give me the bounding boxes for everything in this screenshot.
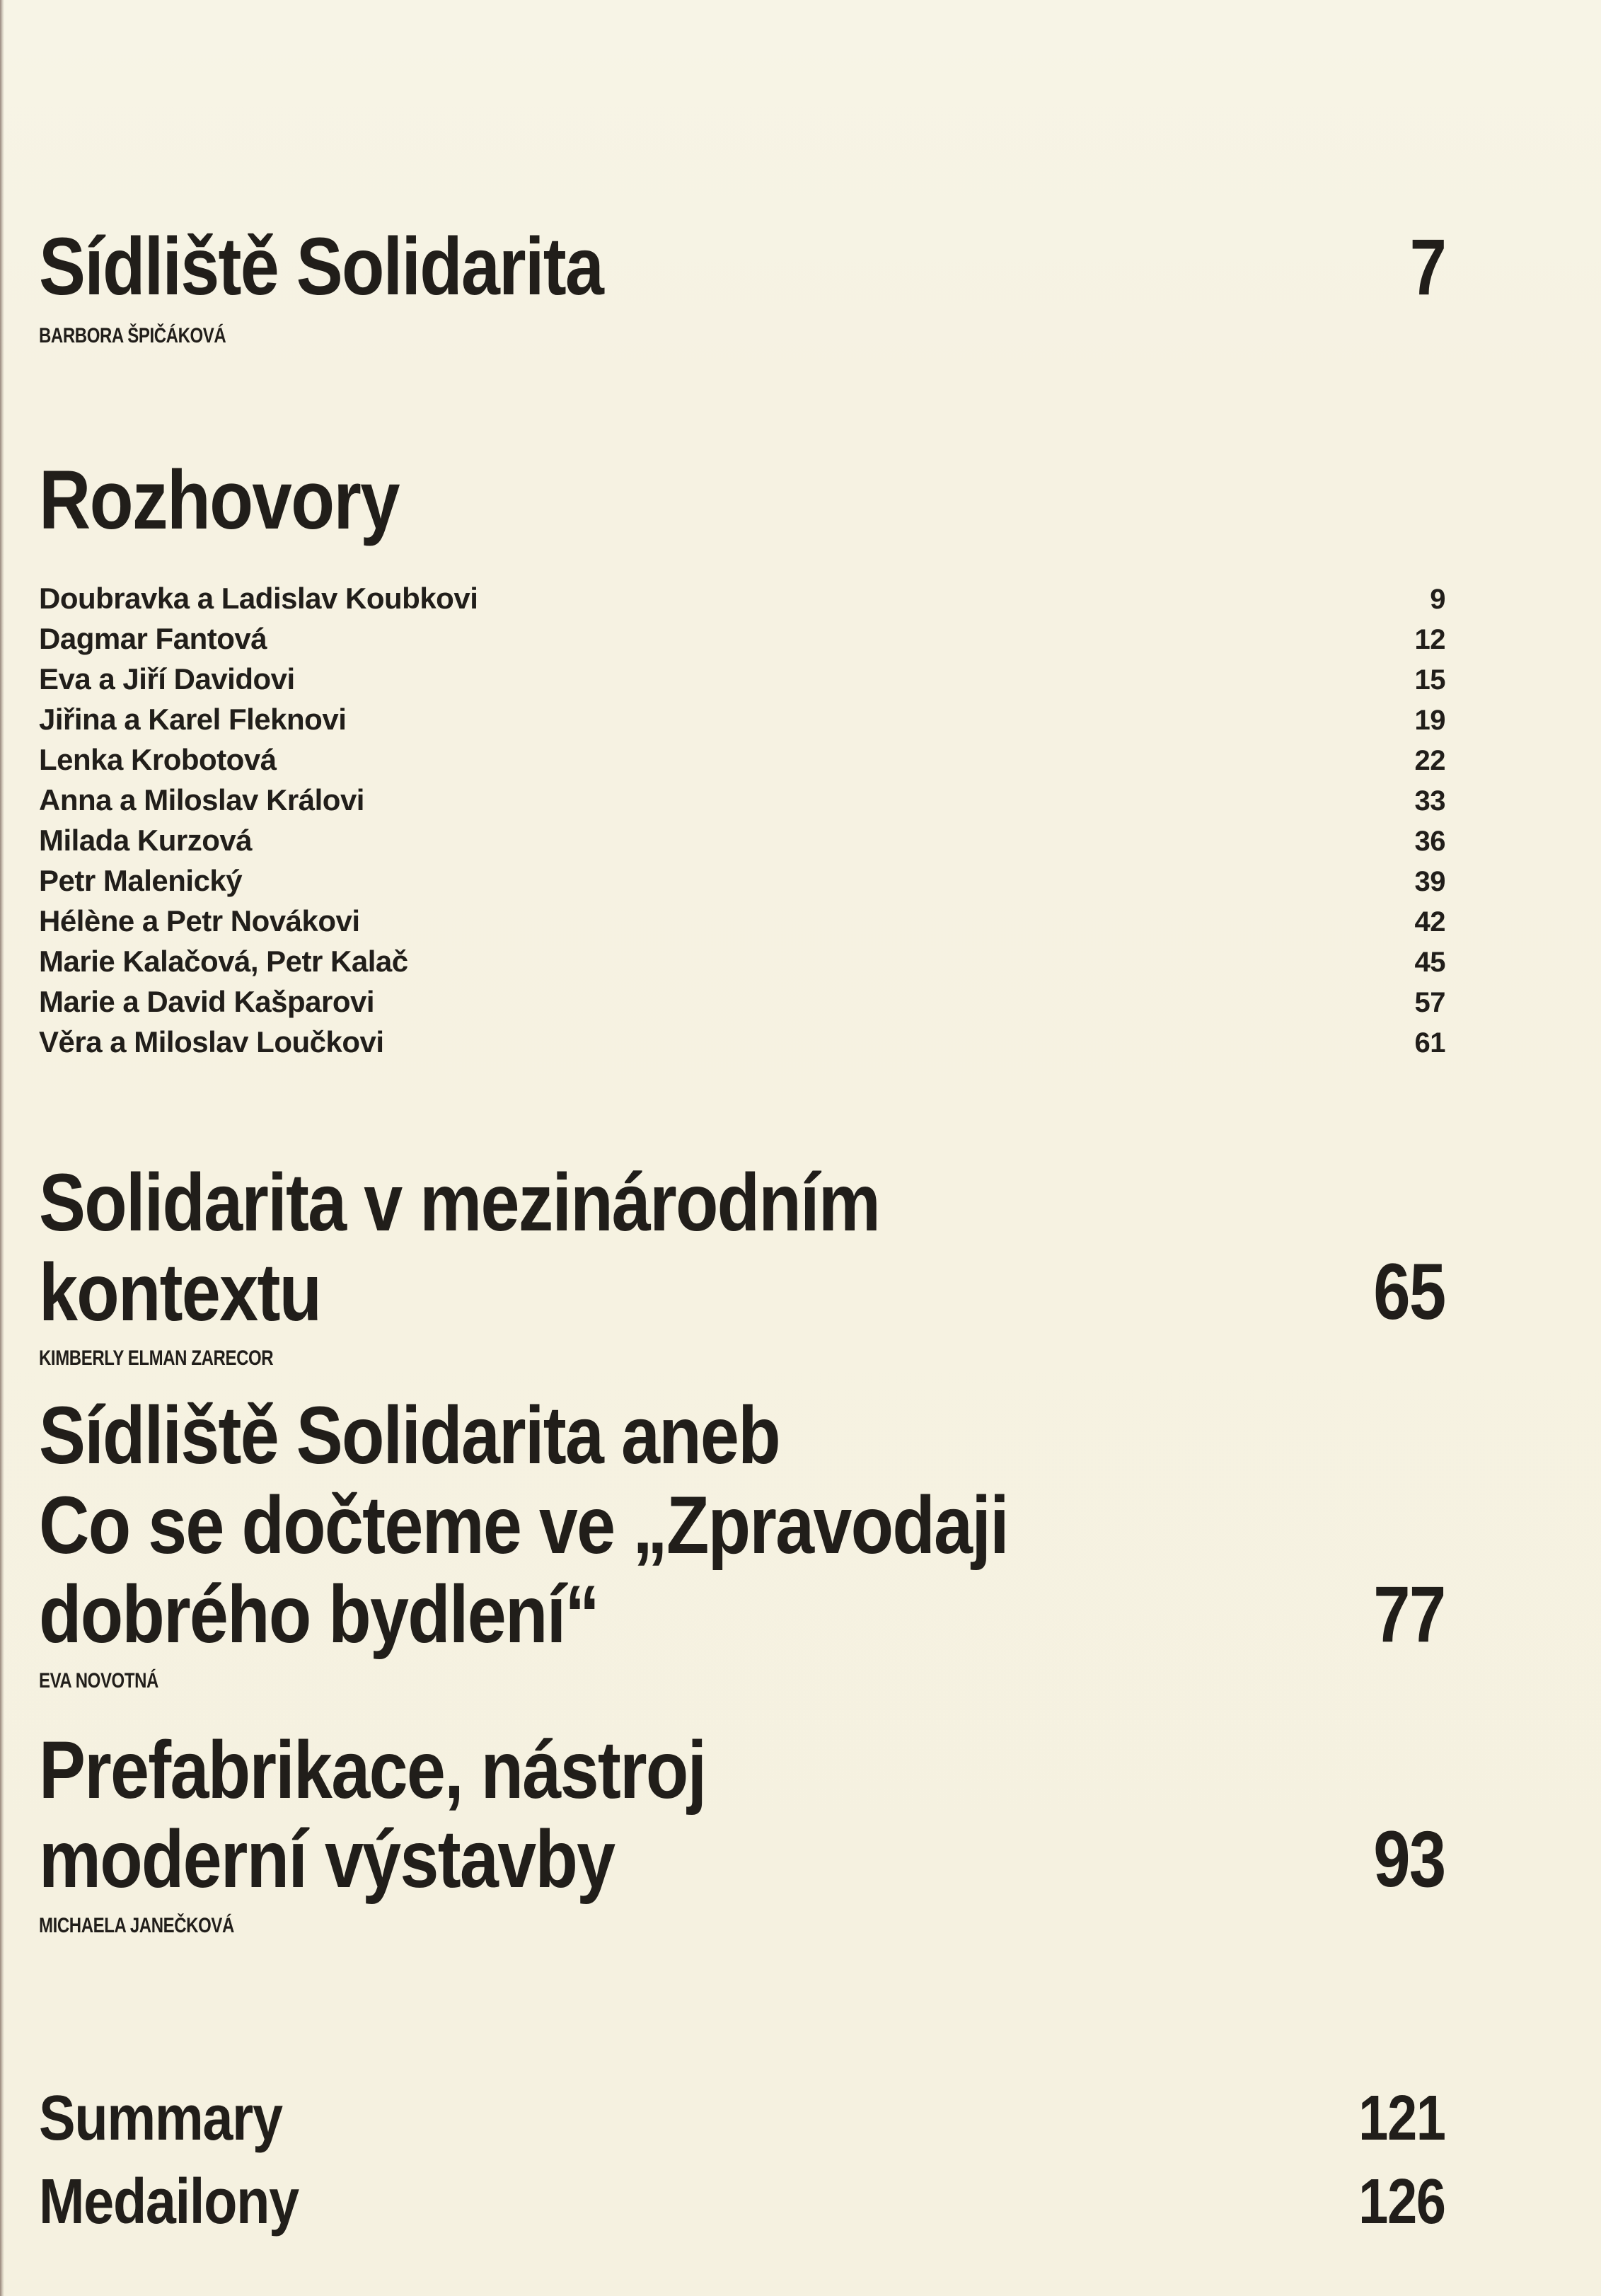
back-matter-page [1342, 2077, 1445, 2160]
interview-row [39, 700, 1445, 740]
back-matter-page [1342, 2160, 1445, 2244]
interview-name: Anna a Miloslav Královi [39, 783, 364, 817]
interview-row [39, 1022, 1445, 1063]
interview-name: Doubravka a Ladislav Koubkovi [39, 582, 478, 615]
interview-page: 33 [1414, 785, 1445, 817]
essay-entry-row [39, 1391, 1445, 1660]
lead-author-line [39, 323, 1445, 349]
back-matter-page-text: 126 [1358, 2166, 1445, 2237]
interview-page: 45 [1414, 947, 1445, 978]
interviews-list [39, 579, 1445, 1063]
essay-author-text: KIMBERLY ELMAN ZARECOR [39, 1346, 274, 1370]
essay-title-text: Sídliště Solidarita aneb [39, 1390, 780, 1481]
essay-title-text: dobrého bydlení“ [39, 1569, 599, 1660]
interview-name: Věra a Miloslav Loučkovi [39, 1025, 384, 1058]
essay-title [39, 1158, 1016, 1337]
essay-page-number [1360, 1247, 1445, 1336]
essay-author-text: EVA NOVOTNÁ [39, 1668, 158, 1692]
interview-page: 36 [1414, 826, 1445, 857]
essay-title-text: kontextu [39, 1247, 321, 1338]
essay-page-number-text: 93 [1373, 1814, 1445, 1903]
lead-title [39, 221, 695, 312]
essay-author-text: MICHAELA JANEČKOVÁ [39, 1913, 234, 1937]
essay-entry-row [39, 1726, 1445, 1905]
interview-row [39, 780, 1445, 821]
back-matter-title-text: Summary [39, 2082, 282, 2154]
essay-title-text: Solidarita v mezinárodním [39, 1158, 880, 1248]
interview-row [39, 659, 1445, 700]
interview-name: Marie Kalačová, Petr Kalač [39, 945, 408, 978]
interview-page: 9 [1430, 584, 1445, 615]
essay-page-number [1360, 1569, 1445, 1658]
back-matter-row [39, 2160, 1445, 2244]
essay-author-line [39, 1913, 1445, 1939]
interview-page: 39 [1414, 866, 1445, 897]
essay-author-line [39, 1668, 1445, 1694]
back-matter-title [39, 2160, 341, 2244]
back-matter-list [39, 2077, 1445, 2244]
essay-title-text: Co se dočteme ve „Zpravodaji [39, 1479, 1008, 1571]
interview-page: 22 [1414, 745, 1445, 776]
interview-row [39, 982, 1445, 1022]
interview-name: Hélène a Petr Novákovi [39, 904, 360, 938]
interview-name: Jiřina a Karel Fleknovi [39, 703, 347, 736]
lead-author-text: BARBORA ŠPIČÁKOVÁ [39, 324, 226, 347]
lead-page-number [1403, 223, 1445, 311]
back-matter-row [39, 2077, 1445, 2160]
interview-page: 15 [1414, 664, 1445, 696]
interview-name: Milada Kurzová [39, 824, 253, 857]
interview-row [39, 619, 1445, 659]
lead-title-text: Sídliště Solidarita [39, 221, 603, 312]
essay-page-number [1360, 1814, 1445, 1903]
back-matter-title [39, 2077, 322, 2160]
essay-title-line [39, 1248, 1016, 1338]
essay-entry-row [39, 1158, 1445, 1337]
interview-name: Marie a David Kašparovi [39, 985, 375, 1018]
interview-page: 42 [1414, 906, 1445, 938]
interview-row [39, 740, 1445, 780]
essay-title [39, 1726, 814, 1905]
essay-page-number-text: 65 [1373, 1247, 1445, 1336]
lead-page-number-text: 7 [1409, 223, 1445, 311]
essay-title-line [39, 1481, 1166, 1571]
essay-title-line [39, 1570, 1166, 1660]
essay-title-line [39, 1158, 1016, 1248]
interviews-heading [39, 454, 1445, 547]
interview-name: Eva a Jiří Davidovi [39, 662, 295, 696]
interviews-heading-text: Rozhovory [39, 454, 399, 547]
essay-title-line [39, 1391, 1166, 1481]
interview-page: 57 [1414, 987, 1445, 1018]
essay-title-text: Prefabrikace, nástroj [39, 1724, 706, 1816]
back-matter-page-text: 121 [1358, 2082, 1445, 2154]
essay-author-line [39, 1346, 1445, 1371]
lead-entry-row [39, 221, 1445, 312]
essay-page-number-text: 77 [1373, 1569, 1445, 1658]
interview-row [39, 821, 1445, 861]
back-matter-title-text: Medailony [39, 2166, 299, 2237]
interview-page: 61 [1414, 1027, 1445, 1058]
interview-page: 19 [1414, 705, 1445, 736]
interview-row [39, 861, 1445, 901]
interview-row [39, 901, 1445, 942]
interview-row [39, 942, 1445, 982]
interview-name: Dagmar Fantová [39, 622, 267, 655]
interview-page: 12 [1414, 624, 1445, 655]
essay-title-line [39, 1815, 814, 1905]
interview-name: Petr Malenický [39, 864, 243, 897]
essay-title-text: moderní výstavby [39, 1814, 615, 1905]
essay-title-line [39, 1726, 814, 1816]
interview-name: Lenka Krobotová [39, 743, 277, 776]
interview-row [39, 579, 1445, 619]
essay-title [39, 1391, 1166, 1660]
